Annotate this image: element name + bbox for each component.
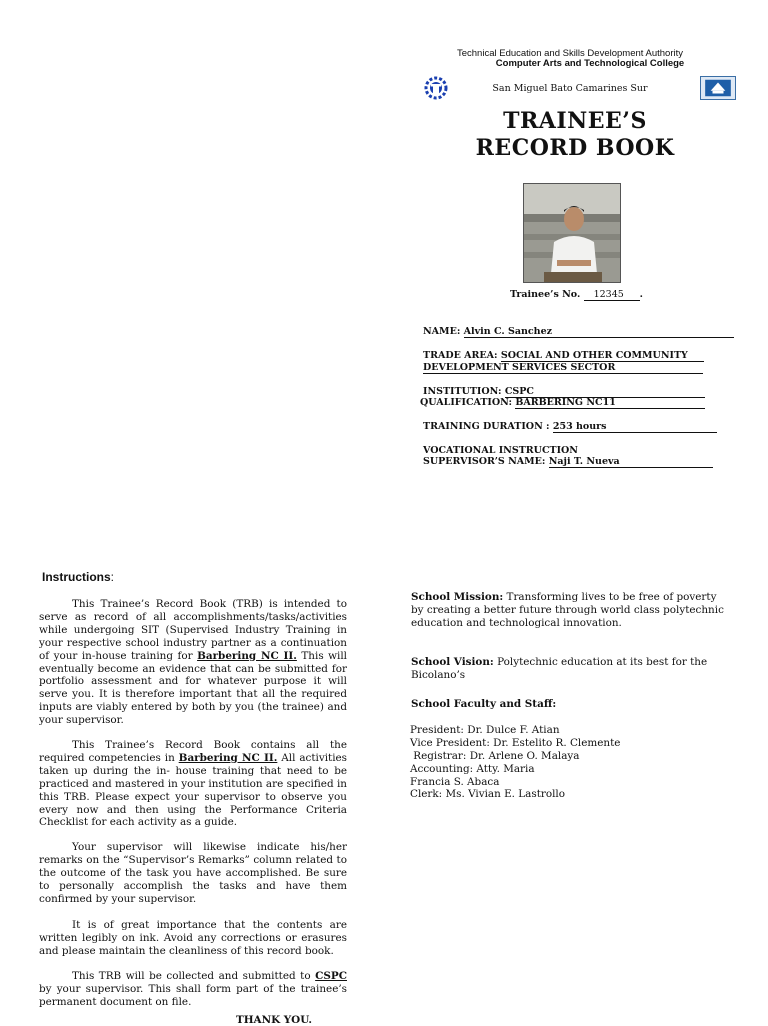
staff-item: Francia S. Abaca [410, 775, 500, 788]
instructions-paragraph-2 [39, 739, 347, 829]
thank-you: THANK YOU. [236, 1014, 312, 1026]
trade-area-field [423, 350, 704, 374]
staff-item: Clerk: Ms. Vivian E. Lastrollo [410, 788, 566, 801]
instructions-paragraph-5 [39, 970, 347, 1009]
training-duration-label: TRAINING DURATION : [423, 421, 550, 432]
title-line-2: RECORD BOOK [475, 135, 675, 161]
trade-area-label: TRADE AREA: [423, 350, 498, 361]
trade-area-value-2: DEVELOPMENT SERVICES SECTOR [423, 362, 703, 374]
staff-item: Vice President: Dr. Estelito R. Clemente [410, 736, 621, 749]
institution-label: INSTITUTION: [423, 386, 502, 397]
staff-heading-text: School Faculty and Staff: [411, 698, 557, 710]
school-vision [411, 656, 731, 682]
name-value: Alvin C. Sanchez [464, 326, 734, 338]
trainee-number-suffix: . [639, 289, 643, 300]
p5-text-c: by your supervisor. This shall form part of the trainee’s permanent document on file. [39, 982, 347, 1008]
school-address: San Miguel Bato Camarines Sur [492, 83, 648, 94]
p1-text-c: This will eventually become an evidence that can be submitted for portfolio assessment and for whatever purpose it will serve you. It is therefore important that all the required inputs are viably entered by both by you (the trainee) and your supervisor. [39, 649, 348, 727]
name-field: NAME: Alvin C. Sanchez [423, 326, 734, 338]
cspc-logo-icon [700, 76, 736, 100]
trainee-number-label: Trainee’s No. [510, 289, 581, 300]
name-label: NAME [423, 326, 457, 337]
training-duration-value: 253 hours [553, 421, 717, 433]
institution-value: CSPC [505, 386, 705, 398]
document-title [455, 108, 695, 162]
training-duration-field [423, 421, 717, 433]
tesda-gear-logo-icon [420, 76, 452, 100]
trainee-photo [523, 183, 621, 283]
vision-label: School Vision: [411, 656, 494, 668]
supervisor-value: Naji T. Nueva [549, 456, 713, 468]
mission-label: School Mission: [411, 591, 504, 603]
p4-text: It is of great importance that the contents are written legibly on ink. Avoid any corrections or erasures and please maintain the cleanliness of this record book. [39, 919, 347, 957]
mission-text: Transforming lives to be free of poverty by creating a better future through world class polytechnic education and technological innovation. [411, 591, 724, 629]
supervisor-label-2: SUPERVISOR’S NAME: [423, 456, 546, 467]
p1-text-a: This Trainee’s Record Book (TRB) is intended to serve as record of all accomplishments/tasks/activities while undergoing SIT (Supervised Industry Training in your respective school industry partner as a continuation of your in-house training for [39, 598, 347, 662]
p2-text-c: All activities taken up during the in- house training that need to be practiced and mastered in your institution are specified in this TRB. Please expect your supervisor to observe you every now and then using the Performance Criteria Checklist for each activity as a guide. [39, 751, 348, 829]
p5-text-a: This TRB will be collected and submitted to [72, 970, 316, 982]
staff-item: Registrar: Dr. Arlene O. Malaya [410, 749, 580, 762]
staff-list [410, 724, 730, 801]
qualification-field [420, 397, 705, 409]
title-line-1: TRAINEE’S [503, 108, 647, 134]
agency-name: Technical Education and Skills Development Authority [456, 48, 683, 59]
college-name: Computer Arts and Technological College [495, 58, 685, 69]
school-mission [411, 591, 731, 630]
instructions-paragraph-3 [39, 841, 347, 906]
staff-heading [411, 698, 731, 711]
trainee-number-value: 12345 [584, 289, 640, 301]
vision-text: Polytechnic education at its best for the Bicolano’s [411, 656, 708, 681]
instructions-heading-text: Instructions [42, 570, 111, 584]
supervisor-label-1: VOCATIONAL INSTRUCTION [423, 445, 578, 456]
staff-item: President: Dr. Dulce F. Atian [410, 724, 560, 736]
p2-text-a: This Trainee’s Record Book contains all the required competencies in [39, 739, 347, 764]
qualification-value: BARBERING NC11 [515, 397, 705, 409]
p2-qualification: Barbering NC II. [178, 751, 278, 764]
supervisor-field [423, 445, 713, 468]
instructions-paragraph-1 [39, 598, 347, 727]
qualification-label: QUALIFICATION: [420, 397, 513, 408]
instructions-paragraph-4 [39, 919, 347, 958]
p1-qualification: Barbering NC II. [197, 649, 297, 662]
trainee-number [510, 289, 643, 301]
instructions-heading: Instructions: [42, 570, 115, 584]
p5-institution: CSPC [315, 970, 347, 982]
p3-text: Your supervisor will likewise indicate his/her remarks on the “Supervisor’s Remarks” column related to the outcome of the task you have accomplished. Be sure to personally accomplish the tasks and have them confirmed by your supervisor. [39, 841, 347, 905]
trade-area-value-1: SOCIAL AND OTHER COMMUNITY [501, 350, 704, 362]
staff-item: Accounting: Atty. Maria [410, 762, 535, 775]
